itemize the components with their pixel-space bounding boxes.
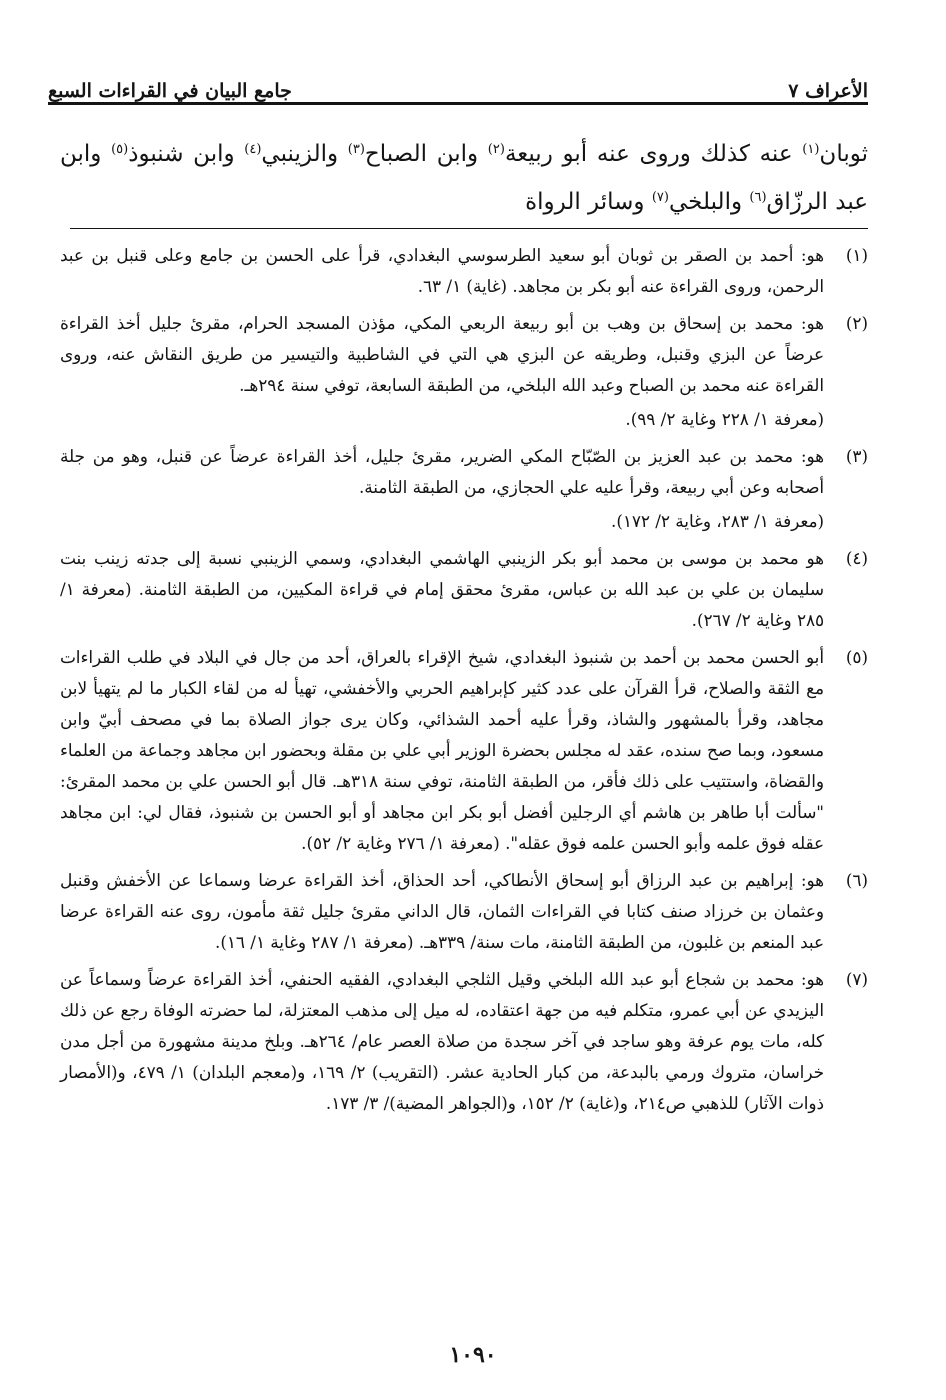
- footnote: [60, 441, 868, 537]
- footnote-text: هو: أحمد بن الصقر بن ثوبان أبو سعيد الطرسوسي البغدادي، قرأ على الحسن بن جامع وعلى قنبل بن عبد الرحمن، وروى القراءة عنه أبو بكر بن مجاهد. (غاية) ١/ ٦٣.: [60, 245, 824, 296]
- footnote-number: (٦): [845, 870, 868, 890]
- footnote: [60, 240, 868, 302]
- page-number: ١٠٩٠: [449, 1342, 497, 1368]
- footnote-marker[interactable]: (١): [802, 142, 820, 157]
- header-surah-name: الأعراف ٧: [788, 80, 868, 102]
- footnotes-section: [60, 240, 868, 1125]
- footnote-number: (٤): [845, 548, 868, 568]
- footnote-number: (٥): [845, 647, 868, 667]
- main-text-segment: ثوبان: [819, 141, 869, 167]
- main-text-segment: عنه كذلك وروى عنه أبو ربيعة: [504, 141, 803, 167]
- footnote-marker[interactable]: (٧): [651, 190, 669, 205]
- footnote-marker[interactable]: (٣): [347, 142, 365, 157]
- main-text-segment: وسائر الرواة: [525, 189, 652, 215]
- footnote-reference: (معرفة ١/ ٢٢٨ وغاية ٢/ ٩٩).: [625, 409, 824, 429]
- main-text-segment: وابن شنبوذ: [128, 141, 245, 167]
- footnote-separator: [70, 228, 868, 229]
- footnote-number: (٣): [845, 446, 868, 466]
- main-text-segment: والبلخي: [668, 189, 750, 215]
- running-header: [48, 68, 868, 105]
- footnote: [60, 543, 868, 636]
- footnote-text: أبو الحسن محمد بن أحمد بن شنبوذ البغدادي، شيخ الإقراء بالعراق، أحد من جال في البلاد في طلب القراءات مع الثقة والصلاح، قرأ القرآن على عدد كثير كإبراهيم الحربي والأخفشي، تهيأ له من لقاء الكبار ما لم يتهيأ لابن مجاهد، وقرأ بالمشهور والشاذ، وقرأ عليه أحمد الشذائي، وكان يرى جواز الصلاة بما في مصحف أبيّ وابن مسعود، وبما صح سنده، عقد له مجلس بحضرة الوزير أبي علي بن مقلة وبحضور ابن مجاهد وجماعة من العلماء والقضاة، واستتيب على ذلك فأقر، من الطبقة الثامنة، توفي سنة ٣١٨هـ. قال أبو الحسن علي بن محمد المقرئ: "سألت أبا طاهر بن هاشم أي الرجلين أفضل أبو بكر ابن مجاهد أو أبو الحسن بن شنبوذ، فقال لي: ابن مجاهد عقله فوق علمه وأبو الحسن علمه فوق عقله". (معرفة ١/ ٢٧٦ وغاية ٢/ ٥٢).: [60, 647, 825, 853]
- footnote-marker[interactable]: (٤): [244, 142, 262, 157]
- footnote-marker[interactable]: (٥): [111, 142, 129, 157]
- header-book-title: جامع البيان في القراءات السبع: [48, 80, 292, 102]
- footnote-number: (٢): [845, 313, 868, 333]
- footnote-text: هو: محمد بن عبد العزيز بن الصّبّاح المكي الضرير، مقرئ جليل، أخذ القراءة عرضاً عن قنبل، وهو من جلة أصحابه وعن أبي ربيعة، وقرأ عليه علي الحجازي، من الطبقة الثامنة.: [60, 446, 824, 497]
- footnote-text: هو: محمد بن إسحاق بن وهب بن أبو ربيعة الربعي المكي، مؤذن المسجد الحرام، مقرئ جليل أخذ القراءة عرضاً عن البزي وقنبل، وطريقه عن البزي هي التي في الشاطبية والتيسير من طريق النقاش عنه، وروى القراءة عنه محمد بن الصباح وعبد الله البلخي، من الطبقة السابعة، توفي سنة ٢٩٤هـ.: [60, 313, 824, 395]
- footnote-reference: (معرفة ١/ ٢٨٣، وغاية ٢/ ١٧٢).: [610, 511, 824, 531]
- footnote-text: هو محمد بن موسى بن محمد أبو بكر الزينبي الهاشمي البغدادي، وسمي الزينبي نسبة إلى جدته زينب بنت سليمان بن علي بن عبد الله بن عباس، مقرئ محقق إمام في قراءة المكيين، من الطبقة الثامنة. (معرفة ١/ ٢٨٥ وغاية ٢/ ٢٦٧).: [60, 548, 824, 630]
- footnote: [60, 964, 868, 1119]
- main-body-text: [60, 128, 868, 224]
- main-text-segment: وابن الصباح: [364, 141, 488, 167]
- footnote-text: هو: محمد بن شجاع أبو عبد الله البلخي وقيل الثلجي البغدادي، الفقيه الحنفي، أخذ القراءة عرضاً وسماعاً عن اليزيدي عن أبي عمرو، متكلم فيه من جهة اعتقاده، له ميل إلى مذهب المعتزلة، لما حضرته الوفاة رجع عن ذلك كله، مات يوم عرفة وهو ساجد في آخر سجدة من صلاة العصر عام/ ٢٦٤هـ. وبلخ مدينة مشهورة من أجل مدن خراسان، متروك ورمي بالبدعة، من كبار الحادية عشر. (التقريب) ٢/ ١٦٩، و(معجم البلدان) ١/ ٤٧٩، و(الأمصار ذوات الآثار) للذهبي ص٢١٤، و(غاية) ٢/ ١٥٢، و(الجواهر المضية)/ ٣/ ١٧٣.: [60, 969, 825, 1113]
- footnote-number: (٧): [845, 969, 868, 989]
- main-text-segment: وابن عبد الرزّاق: [60, 141, 868, 215]
- main-text-segment: والزينبي: [261, 141, 348, 167]
- footnote-text: هو: إبراهيم بن عبد الرزاق أبو إسحاق الأنطاكي، أحد الحذاق، أخذ القراءة عرضا وسماعا عن الأخفش وقنبل وعثمان بن خرزاد صنف كتابا في القراءات الثمان، قال الداني مقرئ جليل ثقة مأمون، روى عنه القراءة عرضا عبد المنعم بن غلبون، من الطبقة الثامنة، مات سنة/ ٣٣٩هـ. (معرفة ١/ ٢٨٧ وغاية ١/ ١٦).: [60, 870, 824, 952]
- footnote-marker[interactable]: (٦): [749, 190, 767, 205]
- footnote: [60, 308, 868, 435]
- footnote: [60, 642, 868, 859]
- footnote-number: (١): [845, 245, 868, 265]
- footnote: [60, 865, 868, 958]
- footnote-marker[interactable]: (٢): [487, 142, 505, 157]
